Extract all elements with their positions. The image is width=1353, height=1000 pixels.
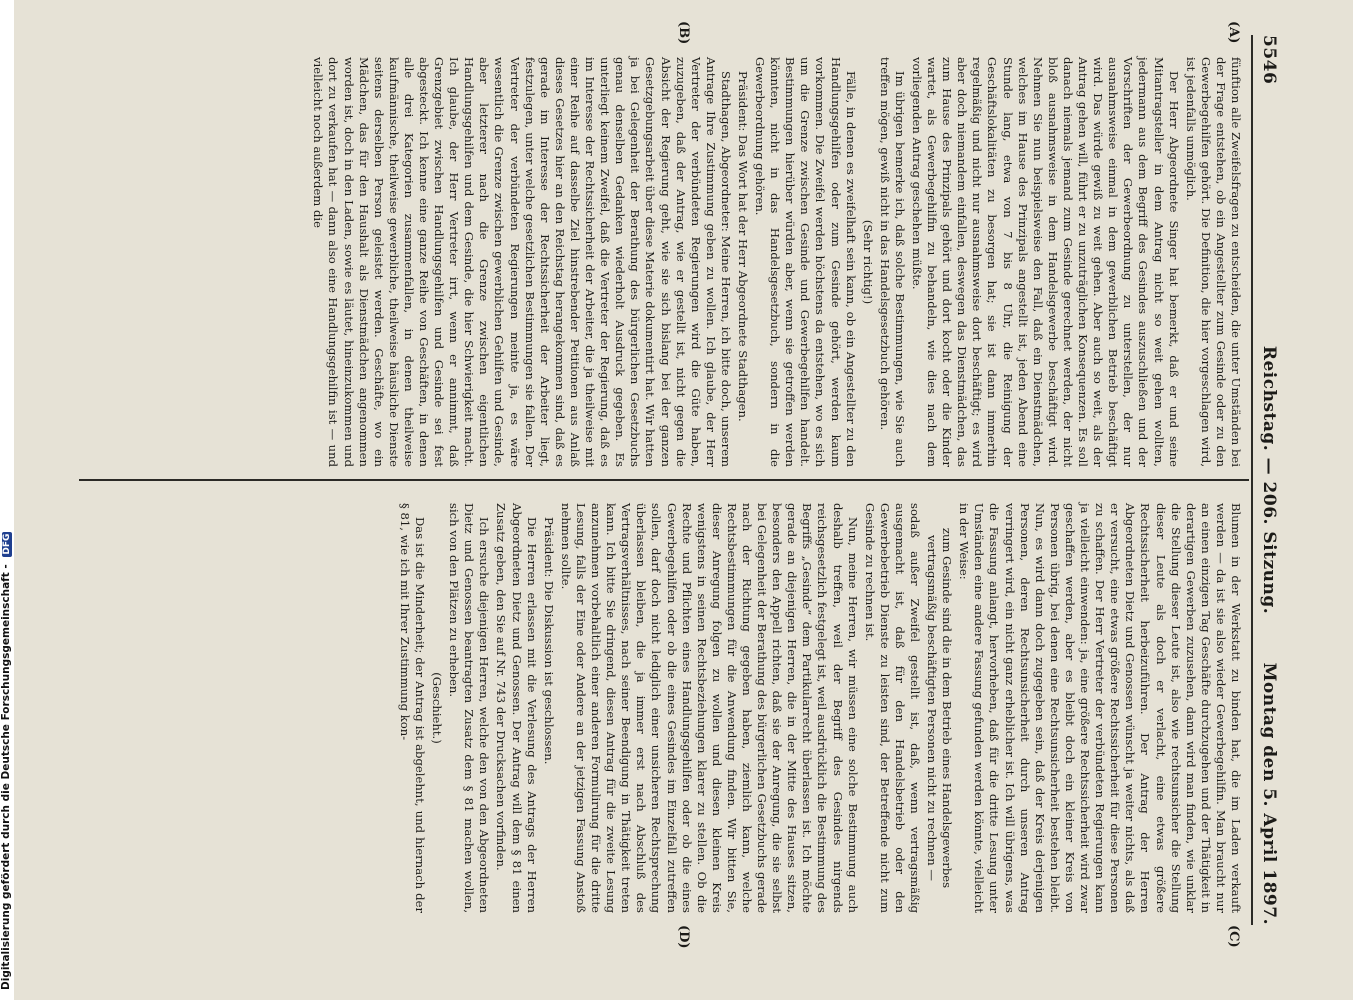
footer-strip <box>0 0 14 1000</box>
interjection: (Sehr richtig!) <box>860 219 875 305</box>
column-divider <box>79 479 1249 481</box>
interjection: (Geschieht.) <box>430 672 445 744</box>
header-rule <box>1251 35 1253 925</box>
page-title: Reichstag. — 206. Sitzung. <box>1259 345 1279 615</box>
left-text-column <box>308 57 1243 467</box>
paragraph: Fälle, in denen es zweifelhaft sein kann, ob ein Angestellter zu den Handlungsgehilfen oder zum Gesinde gehört, werden kaum vorkommen. Die Zweifel werden höchstens da entstehen, wo es sich um die Grenze zwischen Gesinde und Gewerbegehilfen handelt. Bestimmungen hierüber würden aber, wenn sie getroffen werden könnten, nicht in das Handelsgesetzbuch, sondern in die Gewerbeordnung gehören. <box>753 57 858 467</box>
dfg-logo-icon: DFG <box>2 533 12 555</box>
paragraph: Das ist die Minderheit; der Antrag ist abgelehnt, und hiernach der § 81, wie ich mit Ihrer Zustimmung kon- <box>397 503 428 913</box>
margin-marker-b: (B) <box>676 21 691 45</box>
margin-marker-c: (C) <box>1226 925 1241 948</box>
right-text-column <box>395 503 1243 913</box>
paragraph: Präsident: Das Wort hat der Herr Abgeordnete Stadthagen. <box>736 71 750 422</box>
session-date: Montag den 5. April 1897. <box>1259 662 1279 925</box>
paragraph: Der Herr Abgeordnete Singer hat bemerkt, daß er und seine Mitantragsteller in dem Antrag nicht so weit gehen wollten, jedermann aus dem Begriff des Gesindes auszuschließen und der Vorschriften der Gewerbeordnung zu unterstellen, der nur ausnahmsweise einmal in dem gewerblichen Betrieb beschäftigt wird. Das würde gewiß zu weit gehen. Aber auch so weit, als der Antrag gehen will, führt er zu unzuträglichen Konsequenzen. Es soll danach niemals jemand zum Gesinde gerechnet werden, der nicht bloß ausnahmsweise in dem Handelsgewerbe beschäftigt wird. Nehmen Sie nun beispielsweise den Fall, daß ein Dienstmädchen, welches im Hause des Prinzipals angestellt ist, jeden Abend eine Stunde lang, etwa von 7 bis 8 Uhr, die Reinigung der Geschäftslokalitäten zu besorgen hat; sie ist dann immerhin regelmäßig und nicht nur ausnahmsweise dort beschäftigt; es wird aber doch niemandem einfallen, deswegen das Dienstmädchen, das zum Hause des Prinzipals gehört und dort kocht oder die Kinder wartet, als Gewerbegehilfin zu behandeln, wie dies nach dem vorliegenden Antrag geschehen müßte. <box>910 57 1181 467</box>
page-number: 5546 <box>1259 35 1279 85</box>
paragraph: Im übrigen bemerke ich, daß solche Bestimmungen, wie Sie auch treffen mögen, gewiß nicht in das Handelsgesetzbuch gehören. <box>877 57 907 467</box>
paragraph: fünftion alle Zweifelsfragen zu entscheiden, die unter Umständen bei der Frage entstehen, ob ein Angestellter zum Gesinde oder zu den Gewerbegehilfen gehört. Die Definition, die hier vorgeschlagen wird, ist jedenfalls unmöglich. <box>1183 57 1243 467</box>
paragraph: Ich ersuche diejenigen Herren, welche den von den Abgeordneten Dietz und Genossen beantragten Zusatz dem § 81 machen wollen, sich von den Plätzen zu erheben. <box>447 503 492 913</box>
paragraph: Blumen in der Werkstatt zu binden hat, die im Laden verkauft werden — da ist sie also wieder Gewerbegehilfin. Man braucht nur an einen einzigen Tag Geschäfte durchzugehen und der Thätigkeit in derartigen Gewerben zuzusehen, dann wird man finden, wie unklar die Stellung dieser Leute ist, also wie rechtsunsicher die Stellung dieser Leute als doch er verlacht, eine etwas größere Rechtssicherheit herbeizuführen. Der Antrag der Herren Abgeordneten Dietz und Genossen wünscht ja weiter nichts, als daß er versucht, eine etwas größere Rechtssicherheit für diese Personen zu schaffen. Der Herr Vertreter der verbündeten Regierungen kann ja vielleicht einwenden: ja, eine größere Rechtssicherheit wird zwar geschaffen werden, aber es bleibt doch ein kleiner Kreis von Personen übrig, bei denen eine Rechtsunsicherheit bestehen bleibt. Nun, es wird dann doch zugegeben sein, daß der Kreis derjenigen Personen, deren Rechtsunsicherheit durch unseren Antrag verringert wird, ein nicht ganz erheblicher ist. Ich will übrigens, was die Fassung anlangt, hervorheben, daß für die dritte Lesung unter Umständen eine andere Fassung gefunden werden könnte, vielleicht in der Weise: <box>957 503 1243 913</box>
margin-marker-a: (A) <box>1226 21 1241 44</box>
paragraph: Präsident: Die Diskussion ist geschlossen. <box>541 517 556 765</box>
footer-credit <box>0 10 12 990</box>
rotated-page <box>61 15 1291 949</box>
paragraph: Stadthagen, Abgeordneter: Meine Herren, ich bitte doch, unserem Antrage Ihre Zustimmung geben zu wollen. Ich glaube, der Herr Vertreter der verbündeten Regierungen wird die Güte haben, zuzugeben, daß der Antrag, wie er gestellt ist, nicht gegen die Absicht der Regierung geht, wie sie sich bislang bei der ganzen Gesetzgebungsarbeit über diese Materie dokumentirt hat. Wir hatten ja bei Gelegenheit der Berathung des bürgerlichen Gesetzbuchs genau denselben Gedanken wiederholt Ausdruck gegeben. Es unterliegt keinem Zweifel, daß die Vertreter der Regierung, daß es im Interesse der Rechtssicherheit der Arbeiter, die ja theilweise mit einer Reihe auf dasselbe Ziel hinstrebender Petitionen aus Anlaß dieses Gesetzes hier an den Reichstag herangekommen sind, daß es gerade im Interesse der Rechtssicherheit der Arbeiter liegt, festzulegen, unter welche gesetzlichen Bestimmungen sie fallen. Der Vertreter der verbündeten Regierungen meinte ja, es wäre wesentlich die Grenze zwischen gewerblichen Gehilfen und Gesinde, aber letzterer nach die Grenze zwischen eigentlichen Handlungsgehilfen und dem Gesinde, die hier Schwierigkeit macht. Ich glaube, der Herr Vertreter irrt, wenn er annimmt, daß Grenzgebiet zwischen Handlungsgehilfen und Gesinde sei fest abgesteckt. Ich kenne eine ganze Reihe von Geschäften, in denen alle drei Kategorien zusammenfallen, in denen theilweise kaufmännische, theilweise gewerbliche, theilweise häusliche Dienste seitens derselben Person geleistet werden. Geschäfte, wo ein Mädchen, das für den Haushalt als Dienstmädchen angenommen worden ist, doch in den Laden, sowie es läutet, hineinzukommen und dort zu verkaufen hat — dann also eine Handlungsgehilfin ist — und vielleicht noch außerdem die <box>311 57 733 467</box>
margin-marker-d: (D) <box>676 925 691 949</box>
paragraph: sodaß außer Zweifel gestellt ist, daß, wenn vertragsmäßig ausgemacht ist, daß für den Handelsbetrieb oder den Gewerbebetrieb Dienste zu leisten sind, der Betreffende nicht zum Gesinde zu rechnen ist. <box>862 503 923 913</box>
paragraph: Nun, meine Herren, wir müssen eine solche Bestimmung auch deshalb treffen, weil der Begriff des Gesindes nirgends reichsgesetzlich festgelegt ist, weil ausdrücklich die Bestimmung des Begriffs „Gesinde“ dem Partikularrecht überlassen ist. Ich möchte gerade an diejenigen Herren, die in der Mitte des Hauses sitzen, besonders den Appell richten, daß sie der Anregung, die sie selbst bei Gelegenheit der Berathung des bürgerlichen Gesetzbuchs gerade nach der Richtung gegeben haben, ziemlich kann, welche Rechtsbestimmungen für die Anwendung finden. Wir bitten Sie, dieser Anregung folgen zu wollen und diesen kleinen Kreis wenigstens in seinen Rechtsbeziehungen klarer zu stellen. Ob die Rechte und Pflichten eines Handlungsgehilfen oder ob die eines Gewerbegehilfen oder ob die eines Gesindes im Einzelfall zutreffen sollen, darf doch nicht lediglich einer unsicheren Rechtsprechung überlassen bleiben, die ja immer erst nach Abschluß des Vertragsverhältnisses, nach seiner Beendigung in Thätigkeit treten kann. Ich bitte Sie dringend, diesen Antrag für die zweite Lesung anzunehmen vorbehaltlich einer anderen Formulirung für die dritte Lesung, falls der Eine oder Andere an der jetzigen Fassung Anstoß nehmen sollte. <box>558 503 860 913</box>
footer-credit-text: Digitalisierung gefördert durch die Deutsche Forschungsgemeinschaft - <box>0 564 12 990</box>
quoted-proposal: zum Gesinde sind die in dem Betrieb eines Handelsgewerbes vertragsmäßig beschäftigten Personen nicht zu rechnen — <box>925 527 955 889</box>
paragraph: Die Herren erlassen mit die Verlesung des Antrags der Herren Abgeordneten Dietz und Genossen. Der Antrag will dem § 81 einen Zusatz geben, den Sie auf Nr. 743 der Drucksachen vorfinden. <box>494 503 539 913</box>
page-header <box>1253 35 1281 925</box>
